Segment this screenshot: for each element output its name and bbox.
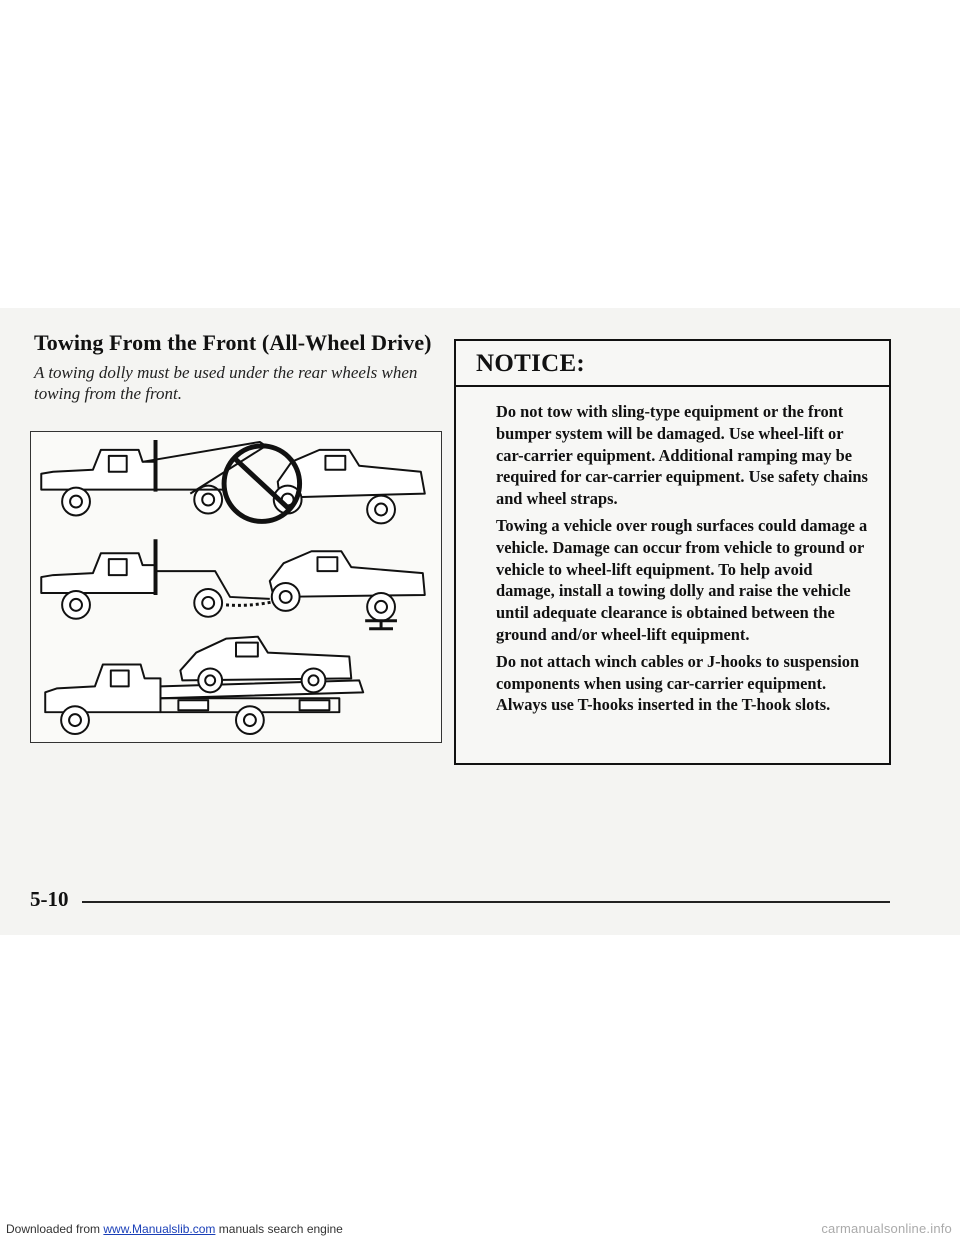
footer-prefix: Downloaded from: [6, 1222, 104, 1236]
footer-rule: [82, 901, 890, 903]
download-footer: [6, 1222, 343, 1236]
towing-illustration: [30, 431, 442, 743]
page-number: 5-10: [30, 887, 69, 911]
notice-heading: NOTICE:: [456, 341, 889, 387]
towed-pickup-sling: [274, 450, 425, 524]
manualslib-link[interactable]: www.Manualslib.com: [103, 1222, 216, 1236]
section-subtitle: A towing dolly must be used under the rear wheels when towing from the front.: [34, 363, 418, 403]
notice-paragraph: Do not tow with sling-type equipment or the front bumper system will be damaged. Use wheel-lift or car-carrier equipment. Additional ramping may be required for car-carrier equipment. Use safety chains and wheel straps.: [496, 402, 868, 509]
towed-pickup-dolly: [270, 551, 425, 629]
wheel-lift-truck: [41, 539, 277, 618]
notice-paragraph: Do not attach winch cables or J-hooks to suspension components when using car-carrier equipment. Always use T-hooks inserted in the T-hook slots.: [496, 651, 860, 715]
notice-paragraph: Towing a vehicle over rough surfaces could damage a vehicle. Damage can occur from vehicle to ground or vehicle to wheel-lift equipment. To help avoid damage, install a towing dolly and raise the vehicle until adequate clearance is obtained between the ground and/or wheel-lift equipment.: [496, 515, 868, 644]
notice-body: [456, 387, 889, 716]
section-heading: Towing From the Front (All-Wheel Drive): [34, 330, 432, 355]
watermark: carmanualsonline.info: [821, 1221, 952, 1236]
footer-suffix: manuals search engine: [215, 1222, 343, 1236]
notice-box: [454, 339, 891, 765]
